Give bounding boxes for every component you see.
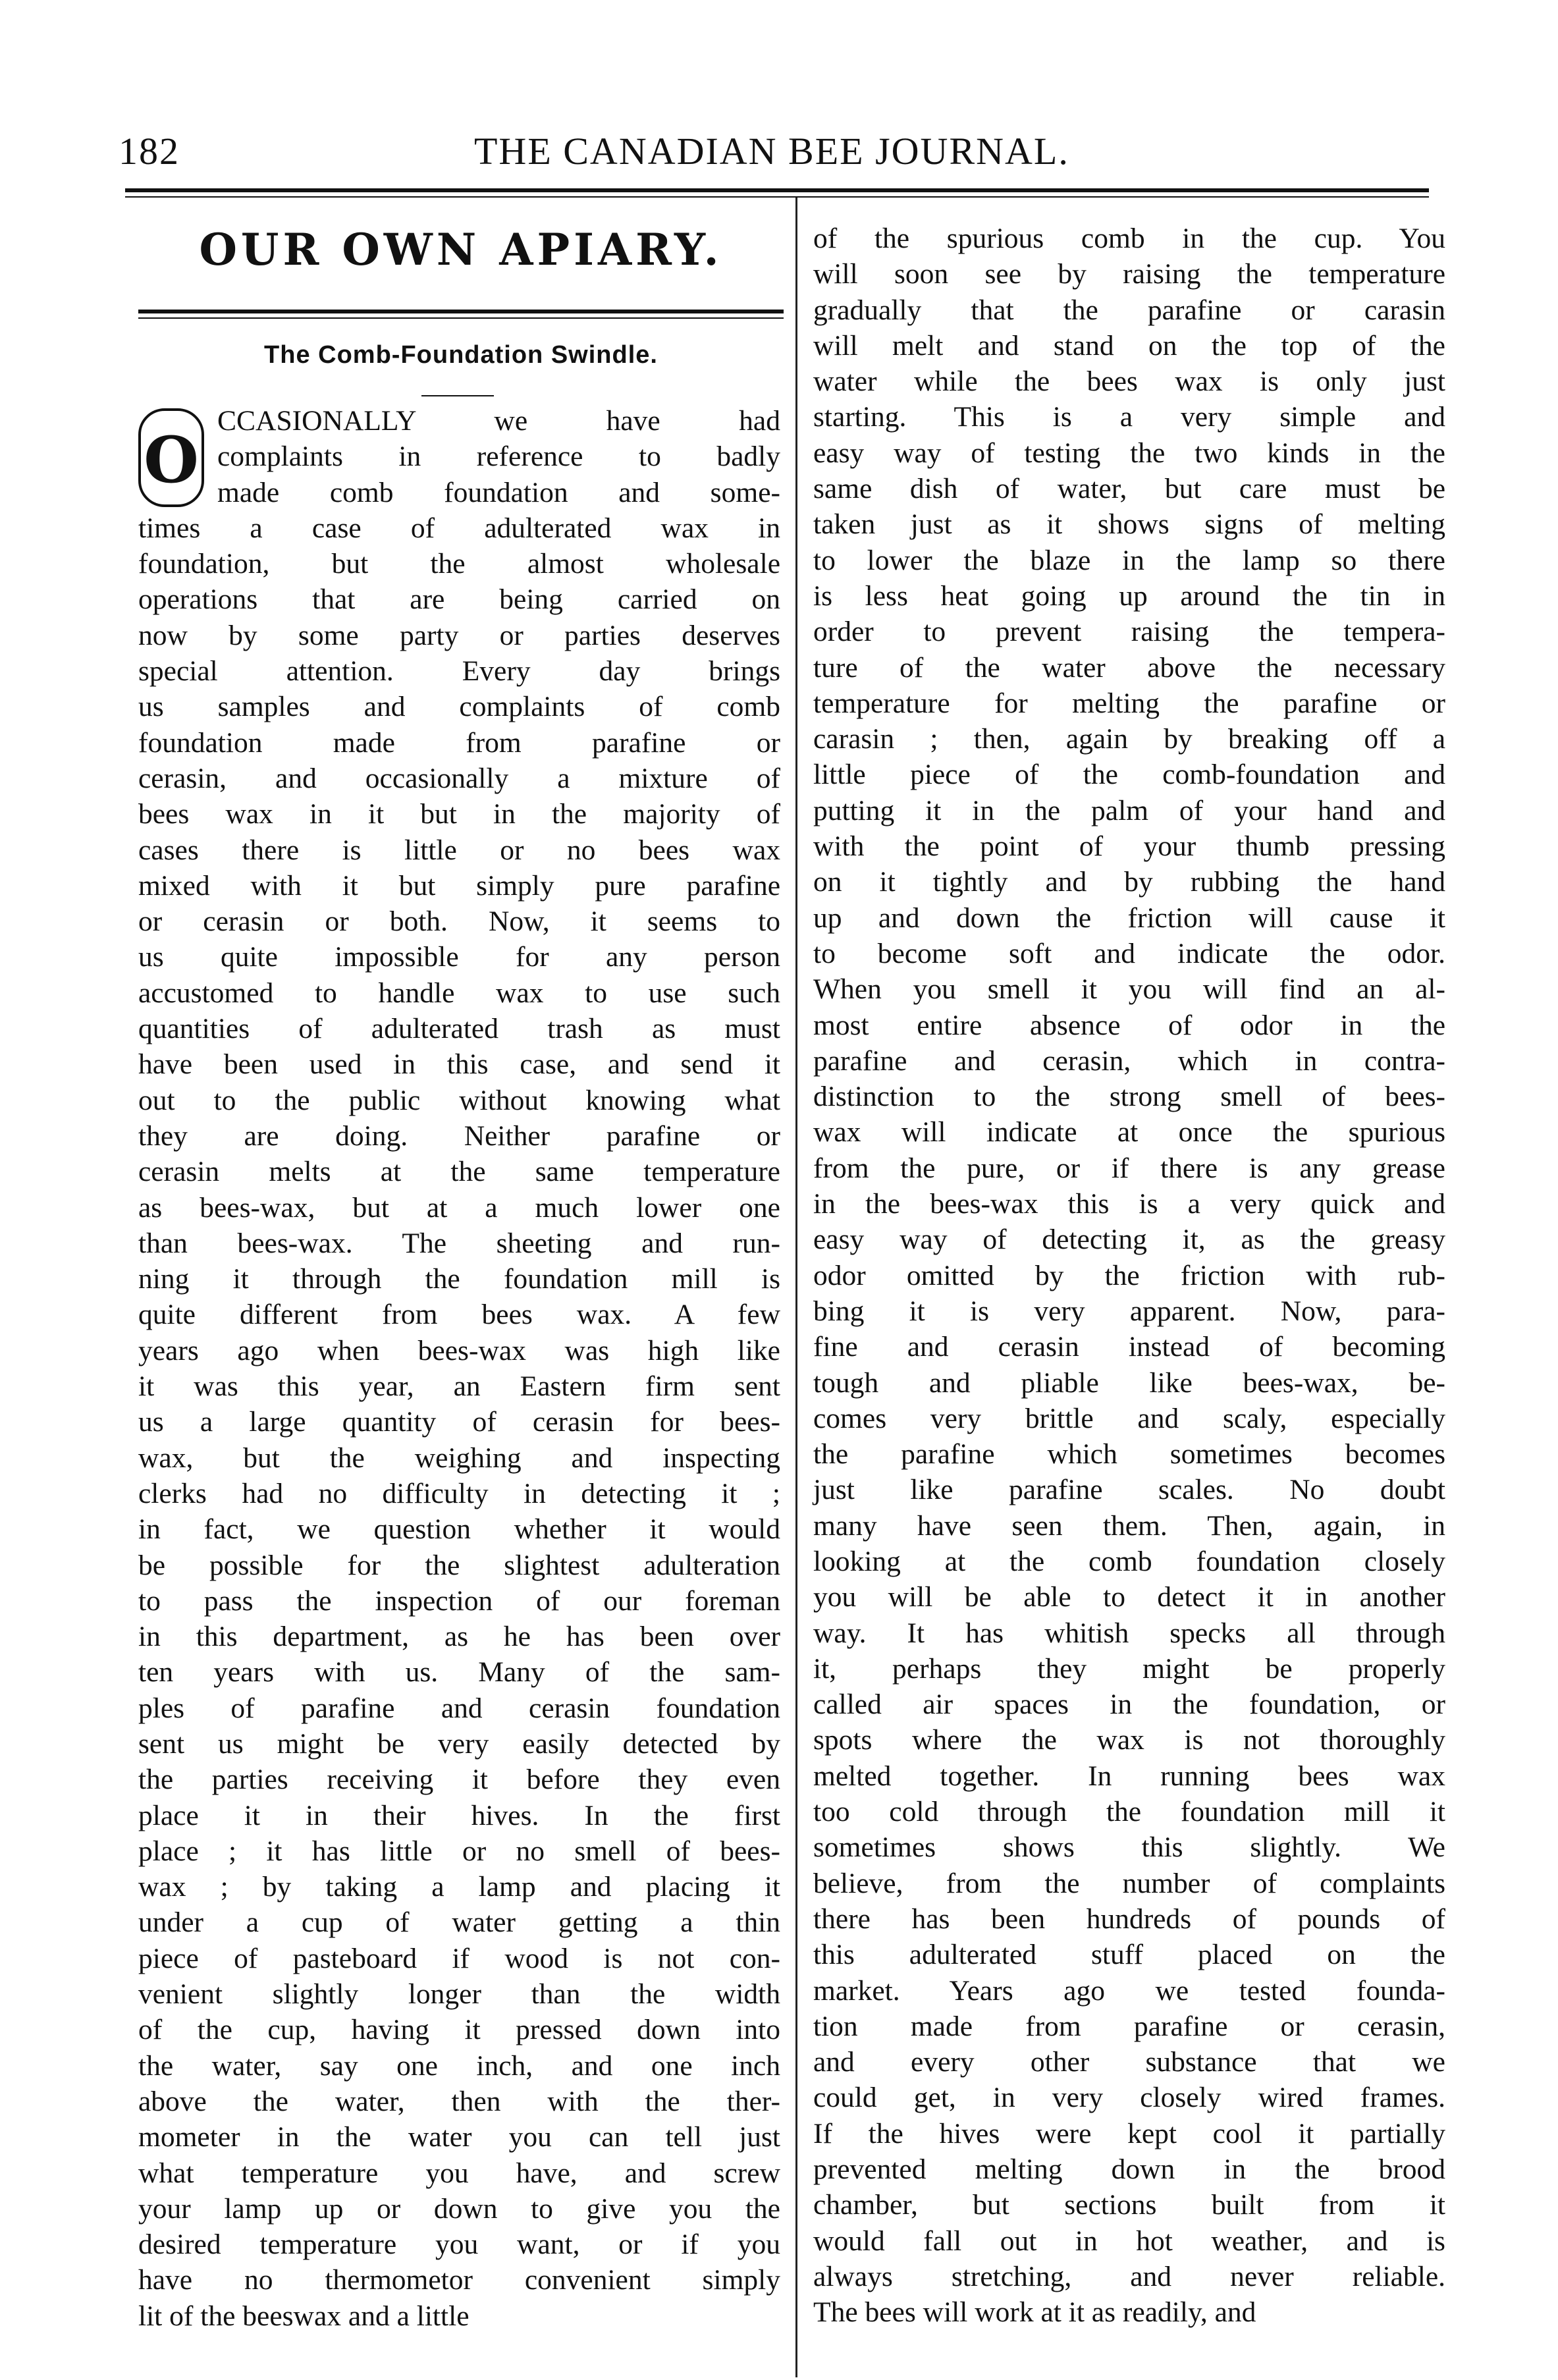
right-column-line: same dish of water, but care must be: [813, 473, 1445, 505]
left-column-line: in this department, as he has been over: [138, 1621, 780, 1653]
left-column-line: to pass the inspection of our foreman: [138, 1584, 780, 1617]
right-column-line: wax will indicate at once the spurious: [813, 1116, 1445, 1149]
right-column-line: When you smell it you will find an al-: [813, 973, 1445, 1006]
right-column-line: easy way of testing the two kinds in the: [813, 437, 1445, 469]
left-column-line: foundation, but the almost wholesale: [138, 548, 780, 580]
right-column-line: always stretching, and never reliable.: [813, 2260, 1445, 2292]
right-column-line: will soon see by raising the temperature: [813, 258, 1445, 290]
right-column-line: to lower the blaze in the lamp so there: [813, 544, 1445, 576]
left-column-line: complaints in reference to badly: [217, 441, 780, 473]
section-title-rule-thin: [138, 317, 784, 319]
page-number: 182: [119, 130, 180, 173]
left-column-line: out to the public without knowing what: [138, 1084, 780, 1116]
right-column-line: distinction to the strong smell of bees-: [813, 1081, 1445, 1113]
right-column-line: of the spurious comb in the cup. You: [813, 223, 1445, 254]
left-column-line: above the water, then with the ther-: [138, 2085, 780, 2117]
right-column-line: believe, from the number of complaints: [813, 1867, 1445, 1899]
left-column-line: than bees-wax. The sheeting and run-: [138, 1227, 780, 1259]
left-column-line: lit of the beeswax and a little: [138, 2300, 470, 2332]
left-column-line: they are doing. Neither parafine or: [138, 1120, 780, 1152]
left-column-line: mometer in the water you can tell just: [138, 2121, 780, 2153]
left-column-text: [138, 403, 780, 2334]
right-column-line: bing it is very apparent. Now, para-: [813, 1295, 1445, 1327]
left-column-line: now by some party or parties deserves: [138, 619, 780, 651]
left-column-line: as bees-wax, but at a much lower one: [138, 1191, 780, 1224]
left-column-line: have no thermometor convenient simply: [138, 2264, 780, 2296]
left-column-line: cerasin, and occasionally a mixture of: [138, 762, 780, 794]
right-column-line: many have seen them. Then, again, in: [813, 1509, 1445, 1542]
right-column-line: market. Years ago we tested founda-: [813, 1974, 1445, 2007]
right-column-line: temperature for melting the parafine or: [813, 687, 1445, 719]
right-column-line: to become soft and indicate the odor.: [813, 937, 1445, 969]
left-column-line: foundation made from parafine or: [138, 726, 780, 759]
left-column-line: accustomed to handle wax to use such: [138, 977, 780, 1009]
left-column-line: us quite impossible for any person: [138, 941, 780, 973]
left-column-line: us a large quantity of cerasin for bees-: [138, 1406, 780, 1438]
left-column-line: mixed with it but simply pure parafine: [138, 869, 780, 902]
right-column-line: easy way of detecting it, as the greasy: [813, 1224, 1445, 1256]
left-column-line: special attention. Every day brings: [138, 655, 780, 688]
right-column-line: most entire absence of odor in the: [813, 1009, 1445, 1041]
left-column-line: the water, say one inch, and one inch: [138, 2049, 780, 2082]
left-column-line: wax, but the weighing and inspecting: [138, 1442, 780, 1474]
left-column-line: it was this year, an Eastern firm sent: [138, 1370, 780, 1403]
heading-dash: [421, 395, 494, 396]
left-column-line: cases there is little or no bees wax: [138, 834, 780, 866]
left-column-line: be possible for the slightest adulteration: [138, 1549, 780, 1581]
right-column-line: taken just as it shows signs of melting: [813, 508, 1445, 541]
left-column-line: wax ; by taking a lamp and placing it: [138, 1871, 780, 1903]
right-column-line: the parafine which sometimes becomes: [813, 1438, 1445, 1471]
right-column-text: [813, 221, 1445, 2331]
header-rule-thin: [125, 196, 1429, 198]
column-divider: [795, 198, 797, 2377]
left-column-line: operations that are being carried on: [138, 583, 780, 616]
header-rule: [125, 188, 1429, 192]
right-column-line: water while the bees wax is only just: [813, 365, 1445, 398]
left-column-line: or cerasin or both. Now, it seems to: [138, 906, 780, 938]
right-column-line: fine and cerasin instead of becoming: [813, 1331, 1445, 1363]
right-column-line: way. It has whitish specks all through: [813, 1617, 1445, 1649]
left-column-line: your lamp up or down to give you the: [138, 2192, 780, 2225]
right-column-line: in the bees-wax this is a very quick and: [813, 1188, 1445, 1220]
left-column-line: ning it through the foundation mill is: [138, 1263, 780, 1295]
left-column-line: sent us might be very easily detected by: [138, 1727, 780, 1760]
right-column-line: little piece of the comb-foundation and: [813, 759, 1445, 791]
right-column-line: it, perhaps they might be properly: [813, 1652, 1445, 1685]
right-column-line: parafine and cerasin, which in contra-: [813, 1044, 1445, 1077]
right-column-line: called air spaces in the foundation, or: [813, 1689, 1445, 1721]
left-column-line: place it in their hives. In the first: [138, 1799, 780, 1831]
left-column-line: have been used in this case, and send it: [138, 1048, 780, 1081]
right-column-line: is less heat going up around the tin in: [813, 580, 1445, 612]
right-column-line: spots where the wax is not thoroughly: [813, 1724, 1445, 1756]
right-column-line: could get, in very closely wired frames.: [813, 2082, 1445, 2114]
right-column-line: on it tightly and by rubbing the hand: [813, 866, 1445, 898]
left-column-line: of the cup, having it pressed down into: [138, 2014, 780, 2046]
right-column-line: just like parafine scales. No doubt: [813, 1474, 1445, 1506]
right-column-line: The bees will work at it as readily, and: [813, 2296, 1256, 2329]
right-column-line: starting. This is a very simple and: [813, 401, 1445, 433]
left-column-line: what temperature you have, and screw: [138, 2157, 780, 2189]
right-column-line: carasin ; then, again by breaking off a: [813, 723, 1445, 755]
right-column-line: there has been hundreds of pounds of: [813, 1903, 1445, 1935]
page-header: [119, 129, 1389, 182]
right-column-line: ture of the water above the necessary: [813, 651, 1445, 684]
right-column-line: order to prevent raising the tempera-: [813, 616, 1445, 648]
right-column-line: looking at the comb foundation closely: [813, 1545, 1445, 1577]
right-column-line: putting it in the palm of your hand and: [813, 794, 1445, 826]
right-column-line: too cold through the foundation mill it: [813, 1796, 1445, 1828]
left-column-line: cerasin melts at the same temperature: [138, 1156, 780, 1188]
article-heading: The Comb-Foundation Swindle.: [264, 341, 658, 369]
left-column-line: quantities of adulterated trash as must: [138, 1013, 780, 1045]
right-column-line: chamber, but sections built from it: [813, 2189, 1445, 2221]
right-column-line: with the point of your thumb pressing: [813, 830, 1445, 863]
left-column-line: venient slightly longer than the width: [138, 1978, 780, 2011]
left-column-line: the parties receiving it before they even: [138, 1764, 780, 1796]
right-column-line: gradually that the parafine or carasin: [813, 294, 1445, 326]
right-column-line: odor omitted by the friction with rub-: [813, 1259, 1445, 1291]
left-column-line: in fact, we question whether it would: [138, 1513, 780, 1546]
right-column-line: up and down the friction will cause it: [813, 902, 1445, 934]
right-column-line: If the hives were kept cool it partially: [813, 2117, 1445, 2150]
right-column-line: prevented melting down in the brood: [813, 2153, 1445, 2186]
section-title-rule: [138, 310, 784, 313]
left-column-line: under a cup of water getting a thin: [138, 1907, 780, 1939]
right-column-line: tough and pliable like bees-wax, be-: [813, 1366, 1445, 1399]
left-column-line: us samples and complaints of comb: [138, 691, 780, 723]
left-column-line: piece of pasteboard if wood is not con-: [138, 1942, 780, 1974]
left-column-line: CCASIONALLY we have had: [217, 405, 780, 437]
left-column-line: ten years with us. Many of the sam-: [138, 1656, 780, 1689]
right-column-line: will melt and stand on the top of the: [813, 329, 1445, 362]
journal-title: THE CANADIAN BEE JOURNAL.: [474, 130, 1069, 173]
left-column-line: made comb foundation and some-: [217, 476, 780, 508]
right-column-line: would fall out in hot weather, and is: [813, 2225, 1445, 2257]
left-column-line: place ; it has little or no smell of bees-: [138, 1835, 780, 1867]
left-column-line: desired temperature you want, or if you: [138, 2229, 780, 2261]
left-column-line: years ago when bees-wax was high like: [138, 1334, 780, 1366]
right-column-line: this adulterated stuff placed on the: [813, 1939, 1445, 1971]
left-column-line: clerks had no difficulty in detecting it ;: [138, 1477, 780, 1509]
right-column-line: and every other substance that we: [813, 2046, 1445, 2078]
left-column-line: ples of parafine and cerasin foundation: [138, 1692, 780, 1724]
right-column-line: from the pure, or if there is any grease: [813, 1152, 1445, 1184]
left-column-line: times a case of adulterated wax in: [138, 512, 780, 544]
right-column-line: you will be able to detect it in another: [813, 1581, 1445, 1613]
right-column-line: tion made from parafine or cerasin,: [813, 2010, 1445, 2042]
right-column-line: comes very brittle and scaly, especially: [813, 1402, 1445, 1434]
right-column-line: sometimes shows this slightly. We: [813, 1831, 1445, 1864]
drop-cap: O: [138, 408, 204, 507]
section-title: OUR OWN APIARY.: [199, 224, 723, 275]
right-column-line: melted together. In running bees wax: [813, 1760, 1445, 1792]
left-column-line: bees wax in it but in the majority of: [138, 798, 780, 830]
left-column-line: quite different from bees wax. A few: [138, 1299, 780, 1331]
